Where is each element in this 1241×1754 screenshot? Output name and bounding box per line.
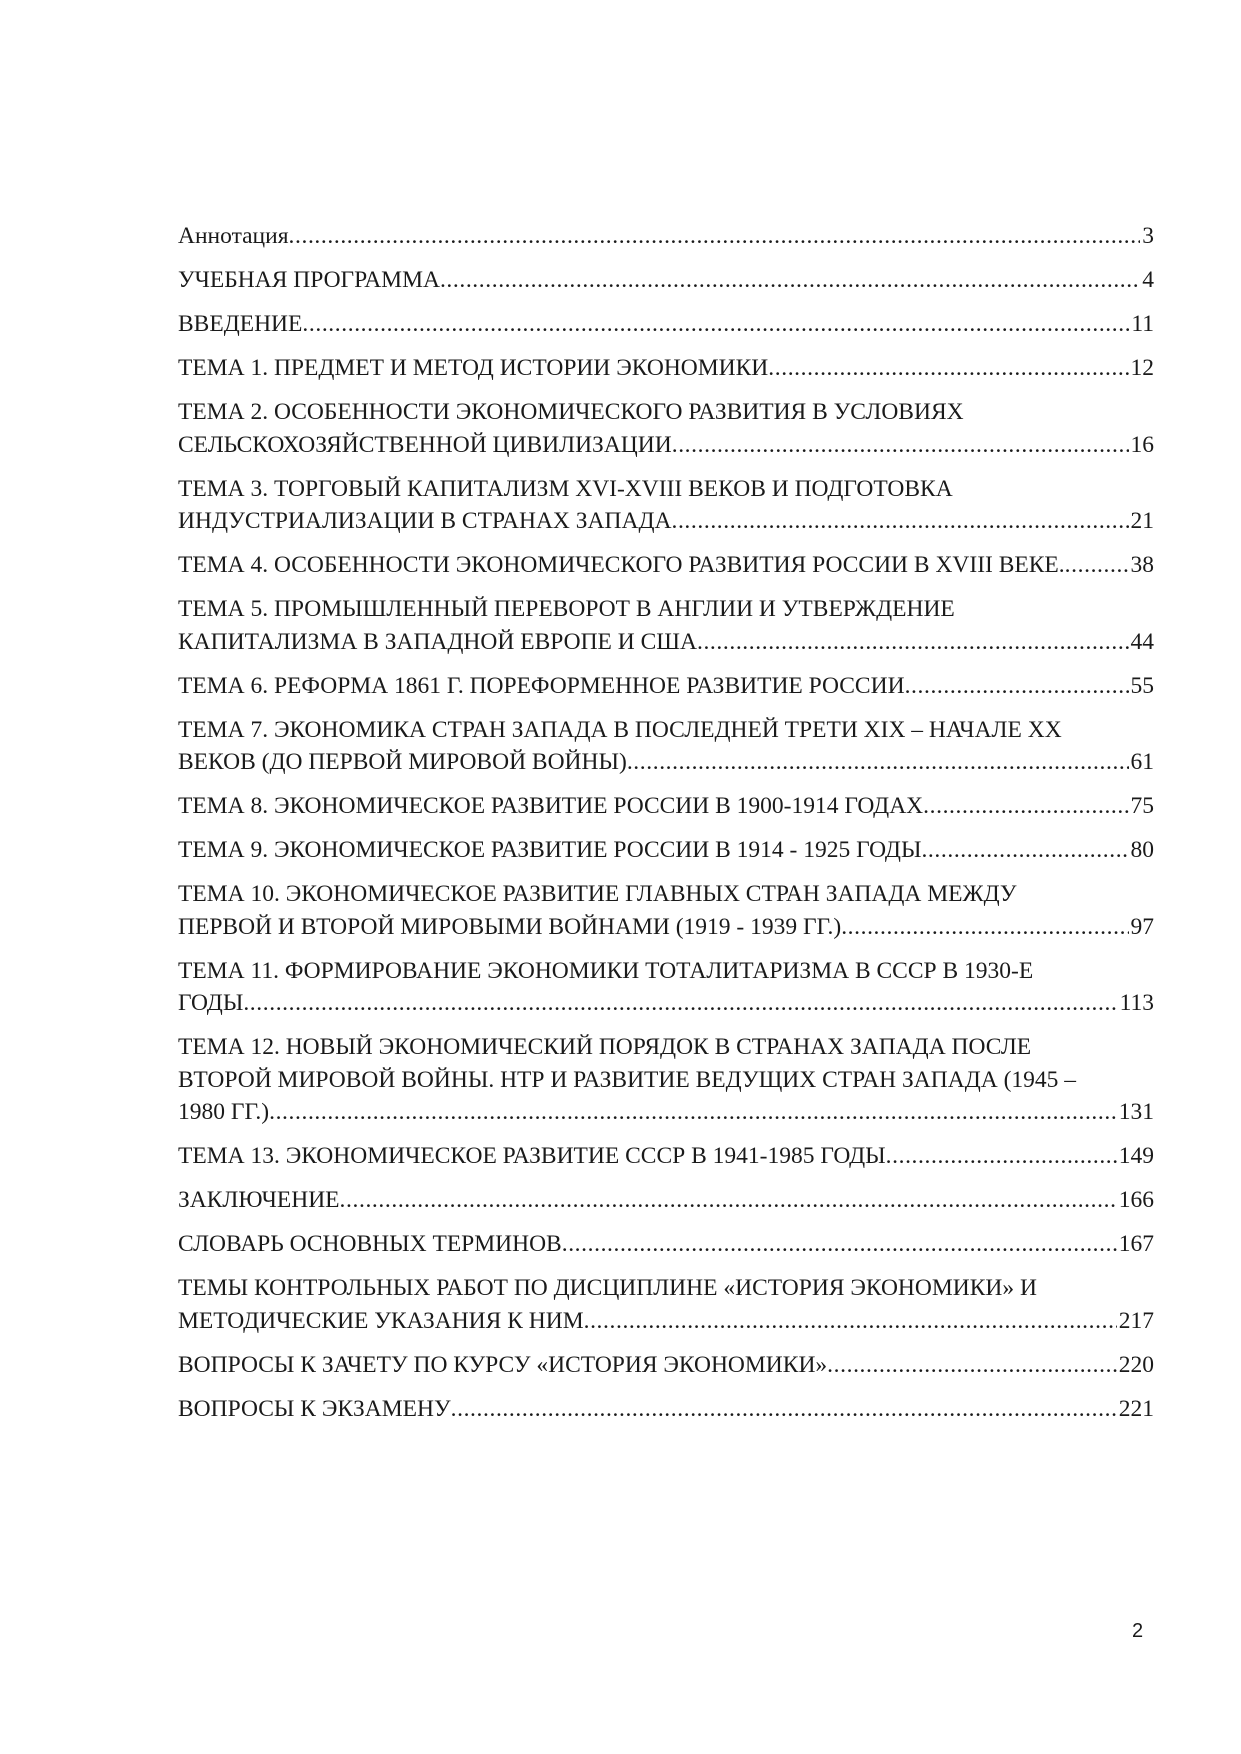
toc-entry-page-number: 11 [1131,311,1154,337]
toc-entry-title-line: ВЕКОВ (ДО ПЕРВОЙ МИРОВОЙ ВОЙНЫ) [178,749,627,775]
toc-entry-title-line: ВОПРОСЫ К ЗАЧЕТУ ПО КУРСУ «ИСТОРИЯ ЭКОНОМИКИ» [178,1351,828,1378]
toc-entry-title-line: ТЕМЫ КОНТРОЛЬНЫХ РАБОТ ПО ДИСЦИПЛИНЕ «ИСТОРИЯ ЭКОНОМИКИ» И [178,1275,1037,1301]
dot-leader [671,505,1128,538]
toc-entry-title-line: ТЕМА 10. ЭКОНОМИЧЕСКОЕ РАЗВИТИЕ ГЛАВНЫХ СТРАН ЗАПАДА МЕЖДУ [178,881,1017,907]
toc-entry-row [178,264,1154,297]
toc-entry-row [178,1096,1154,1129]
toc-entry-title-line: 1980 ГГ.) [178,1099,270,1125]
toc-entry-title-line: ВВЕДЕНИЕ [178,311,303,337]
toc-entry[interactable] [178,1349,1154,1382]
toc-entry[interactable] [178,593,1154,658]
toc-entry-row [178,429,1154,462]
toc-entry-title-line: ТЕМА 12. НОВЫЙ ЭКОНОМИЧЕСКИЙ ПОРЯДОК В СТРАНАХ ЗАПАДА ПОСЛЕ [178,1034,1032,1060]
toc-entry-row [178,626,1154,659]
dot-leader [1065,549,1129,582]
toc-entry-title-line: ЗАКЛЮЧЕНИЕ [178,1187,340,1213]
toc-entry-row [178,834,1154,867]
toc-entry-row [178,1393,1154,1426]
toc-entry-page-number: 113 [1119,990,1154,1016]
dot-leader [302,308,1129,341]
dot-leader [905,670,1129,703]
toc-entry[interactable] [178,396,1154,461]
toc-entry-page-number: 55 [1130,672,1154,699]
toc-entry-title-line: СЕЛЬСКОХОЗЯЙСТВЕННОЙ ЦИВИЛИЗАЦИИ [178,431,672,458]
toc-entry[interactable] [178,790,1154,823]
toc-entry-page-number: 4 [1142,267,1154,293]
toc-entry-title-line: ТЕМА 6. РЕФОРМА 1861 Г. ПОРЕФОРМЕННОЕ РАЗВИТИЕ РОССИИ [178,672,905,699]
toc-entry[interactable] [178,473,1154,538]
dot-leader [841,911,1128,944]
dot-leader [923,790,1128,823]
toc-entry[interactable] [178,878,1154,943]
toc-entry-title-line: УЧЕБНАЯ ПРОГРАММА [178,267,440,293]
toc-entry-row [178,549,1154,582]
toc-entry-title-line: ВОПРОСЫ К ЭКЗАМЕНУ [178,1395,451,1422]
toc-entry-title-line: ИНДУСТРИАЛИЗАЦИИ В СТРАНАХ ЗАПАДА [178,508,672,534]
toc-entry-title-line: КАПИТАЛИЗМА В ЗАПАДНОЙ ЕВРОПЕ И США [178,628,697,655]
toc-entry-title-line: ТЕМА 1. ПРЕДМЕТ И МЕТОД ИСТОРИИ ЭКОНОМИКИ [178,355,769,381]
toc-entry-page-number: 12 [1130,355,1154,381]
dot-leader [921,834,1128,867]
dot-leader [672,429,1129,462]
table-of-contents [178,220,1154,1437]
toc-entry-title-line: ТЕМА 5. ПРОМЫШЛЕННЫЙ ПЕРЕВОРОТ В АНГЛИИ И УТВЕРЖДЕНИЕ [178,596,955,622]
toc-entry[interactable] [178,834,1154,867]
dot-leader [243,987,1117,1020]
toc-entry-title-line: ТЕМА 9. ЭКОНОМИЧЕСКОЕ РАЗВИТИЕ РОССИИ В 1914 - 1925 ГОДЫ [178,837,922,863]
dot-leader [886,1140,1117,1173]
toc-entry-row [178,746,1154,779]
toc-entry[interactable] [178,308,1154,341]
dot-leader [827,1349,1117,1382]
toc-entry-row [178,1140,1154,1173]
toc-entry-title-line: ТЕМА 7. ЭКОНОМИКА СТРАН ЗАПАДА В ПОСЛЕДНЕЙ ТРЕТИ XIX – НАЧАЛЕ XX [178,716,1062,743]
toc-entry-row [178,1228,1154,1261]
toc-entry-page-number: 131 [1118,1099,1154,1125]
toc-entry-title-line: ВТОРОЙ МИРОВОЙ ВОЙНЫ. НТР И РАЗВИТИЕ ВЕДУЩИХ СТРАН ЗАПАДА (1945 – [178,1066,1077,1093]
toc-entry-row [178,308,1154,341]
toc-entry-title-line: ГОДЫ [178,990,244,1016]
toc-entry-page-number: 149 [1118,1143,1154,1169]
toc-entry-page-number: 44 [1130,628,1154,655]
toc-entry-title-line: ПЕРВОЙ И ВТОРОЙ МИРОВЫМИ ВОЙНАМИ (1919 - 1939 ГГ.) [178,913,842,940]
toc-entry-page-number: 75 [1130,793,1154,819]
dot-leader [697,626,1129,659]
page-number: 2 [1132,1620,1144,1642]
toc-entry-title-line: МЕТОДИЧЕСКИЕ УКАЗАНИЯ К НИМ [178,1307,584,1334]
toc-entry-page-number: 16 [1130,431,1154,458]
toc-entry-page-number: 61 [1130,749,1154,775]
dot-leader [269,1096,1117,1129]
toc-entry-title-line: ТЕМА 2. ОСОБЕННОСТИ ЭКОНОМИЧЕСКОГО РАЗВИТИЯ В УСЛОВИЯХ [178,399,964,425]
toc-entry-page-number: 38 [1130,552,1154,578]
toc-entry-title-line: ТЕМА 11. ФОРМИРОВАНИЕ ЭКОНОМИКИ ТОТАЛИТАРИЗМА В СССР В 1930-Е [178,957,1034,984]
toc-entry-row [178,1184,1154,1217]
toc-entry-page-number: 21 [1130,508,1154,534]
toc-entry-page-number: 80 [1130,837,1154,863]
dot-leader [289,220,1141,253]
toc-entry-row [178,670,1154,703]
toc-entry-page-number: 217 [1118,1307,1154,1334]
toc-entry[interactable] [178,1272,1154,1337]
toc-entry[interactable] [178,1228,1154,1261]
toc-entry[interactable] [178,264,1154,297]
dot-leader [627,746,1129,779]
toc-entry-page-number: 97 [1130,913,1154,940]
toc-entry[interactable] [178,1393,1154,1426]
dot-leader [440,264,1140,297]
toc-entry-row [178,220,1154,253]
toc-entry-title-line: ТЕМА 4. ОСОБЕННОСТИ ЭКОНОМИЧЕСКОГО РАЗВИТИЯ РОССИИ В XVIII ВЕКЕ. [178,552,1065,578]
toc-entry[interactable] [178,1140,1154,1173]
toc-entry[interactable] [178,549,1154,582]
dot-leader [584,1305,1117,1338]
toc-entry-title-line: Аннотация [178,223,289,249]
toc-entry[interactable] [178,1184,1154,1217]
toc-entry-row [178,352,1154,385]
toc-entry-title-line: ТЕМА 3. ТОРГОВЫЙ КАПИТАЛИЗМ XVI-XVIII ВЕКОВ И ПОДГОТОВКА [178,475,953,502]
toc-entry-row [178,987,1154,1020]
dot-leader [768,352,1128,385]
toc-entry-title-line: ТЕМА 13. ЭКОНОМИЧЕСКОЕ РАЗВИТИЕ СССР В 1941-1985 ГОДЫ [178,1143,886,1169]
toc-entry-title-line: ТЕМА 8. ЭКОНОМИЧЕСКОЕ РАЗВИТИЕ РОССИИ В 1900-1914 ГОДАХ [178,793,924,819]
toc-entry-row [178,1349,1154,1382]
toc-entry-row [178,911,1154,944]
dot-leader [562,1228,1117,1261]
toc-entry-page-number: 166 [1118,1187,1154,1213]
toc-entry[interactable] [178,1031,1154,1129]
toc-entry[interactable] [178,955,1154,1020]
toc-entry-row [178,790,1154,823]
toc-entry-row [178,1305,1154,1338]
toc-entry-row [178,505,1154,538]
toc-entry-page-number: 167 [1118,1231,1154,1257]
toc-entry[interactable] [178,714,1154,779]
toc-entry-page-number: 220 [1118,1351,1154,1378]
dot-leader [451,1393,1117,1426]
toc-entry[interactable] [178,352,1154,385]
toc-entry[interactable] [178,220,1154,253]
toc-entry[interactable] [178,670,1154,703]
dot-leader [340,1184,1117,1217]
toc-entry-page-number: 221 [1118,1395,1154,1422]
toc-entry-page-number: 3 [1142,223,1154,249]
toc-entry-title-line: СЛОВАРЬ ОСНОВНЫХ ТЕРМИНОВ [178,1231,562,1257]
